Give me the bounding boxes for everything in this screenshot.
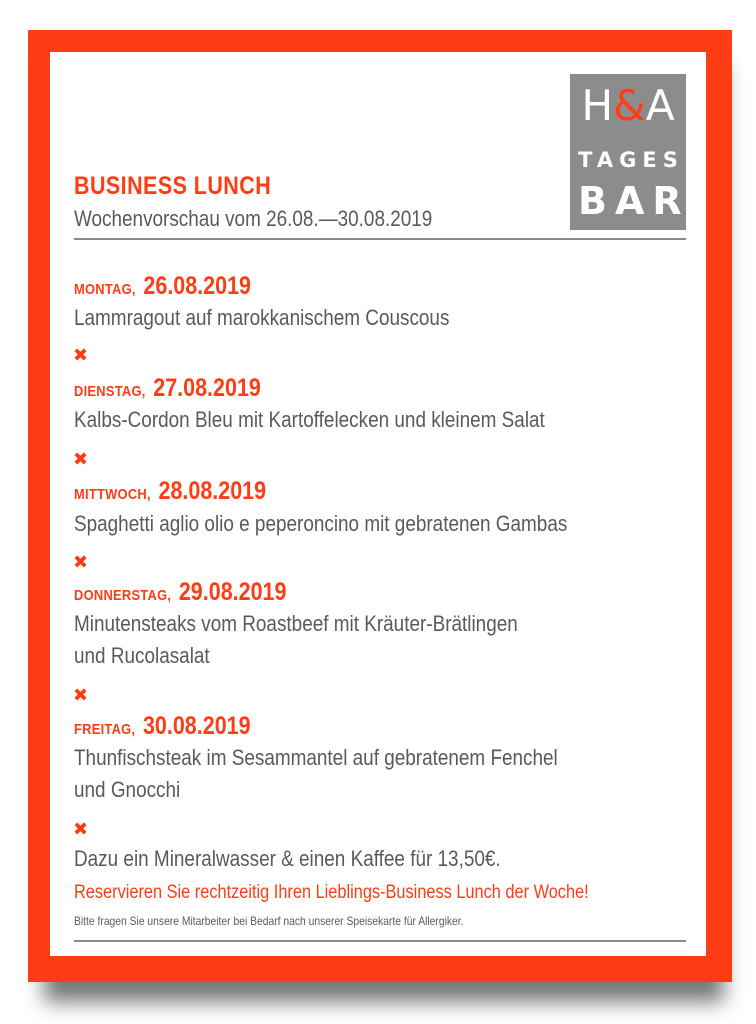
day-name: MITTWOCH, bbox=[74, 486, 151, 503]
separator-x-icon: ✖ bbox=[73, 685, 89, 705]
separator-x-icon: ✖ bbox=[73, 819, 89, 839]
dish-line: Thunfischsteak im Sesammantel auf gebratenem Fenchel bbox=[74, 745, 558, 770]
day-heading-tuesday bbox=[74, 374, 261, 403]
logo-h: H bbox=[581, 81, 614, 130]
day-heading-thursday bbox=[74, 578, 286, 607]
dish-monday bbox=[74, 302, 449, 334]
drink-offer: Dazu ein Mineralwasser & einen Kaffee für 13,50€. bbox=[74, 846, 501, 871]
dish-wednesday bbox=[74, 508, 567, 540]
header-divider bbox=[74, 238, 686, 240]
dish-thursday bbox=[74, 608, 518, 672]
day-heading-friday bbox=[74, 712, 251, 741]
day-date: 30.08.2019 bbox=[142, 712, 251, 740]
footer-divider bbox=[74, 940, 686, 942]
separator-x-icon: ✖ bbox=[73, 345, 89, 365]
day-name: DIENSTAG, bbox=[74, 383, 146, 400]
allergen-note: Bitte fragen Sie unsere Mitarbeiter bei Bedarf nach unserer Speisekarte für Allergiker. bbox=[74, 914, 464, 928]
day-heading-wednesday bbox=[74, 477, 266, 506]
logo-ha bbox=[570, 80, 686, 132]
ha-tagesbar-logo bbox=[570, 74, 690, 230]
dish-friday bbox=[74, 742, 558, 806]
logo-tages: TAGES bbox=[578, 148, 684, 172]
dish-line: Kalbs-Cordon Bleu mit Kartoffelecken und kleinem Salat bbox=[74, 407, 545, 432]
dish-line: Lammragout auf marokkanischem Couscous bbox=[74, 305, 450, 330]
page-subtitle: Wochenvorschau vom 26.08.—30.08.2019 bbox=[74, 206, 433, 231]
separator-x-icon: ✖ bbox=[73, 449, 89, 469]
logo-a: A bbox=[645, 81, 675, 130]
day-date: 26.08.2019 bbox=[143, 272, 252, 300]
day-heading-monday bbox=[74, 272, 251, 301]
reservation-cta: Reservieren Sie rechtzeitig Ihren Lieblings-Business Lunch der Woche! bbox=[74, 882, 589, 903]
dish-line: und Gnocchi bbox=[74, 777, 181, 802]
day-date: 27.08.2019 bbox=[153, 374, 261, 402]
dish-tuesday bbox=[74, 404, 545, 436]
dish-line: Minutensteaks vom Roastbeef mit Kräuter-Brätlingen bbox=[74, 611, 518, 636]
day-name: DONNERSTAG, bbox=[74, 587, 172, 604]
day-name: MONTAG, bbox=[74, 281, 136, 298]
separator-x-icon: ✖ bbox=[73, 552, 89, 572]
logo-ampersand: & bbox=[613, 81, 646, 130]
day-name: FREITAG, bbox=[74, 721, 136, 738]
page-title: BUSINESS LUNCH bbox=[74, 172, 272, 200]
day-date: 28.08.2019 bbox=[158, 477, 267, 505]
dish-line: und Rucolasalat bbox=[74, 643, 210, 668]
dish-line: Spaghetti aglio olio e peperoncino mit gebratenen Gambas bbox=[74, 511, 568, 536]
day-date: 29.08.2019 bbox=[178, 578, 287, 606]
logo-bar: BAR bbox=[578, 179, 690, 223]
